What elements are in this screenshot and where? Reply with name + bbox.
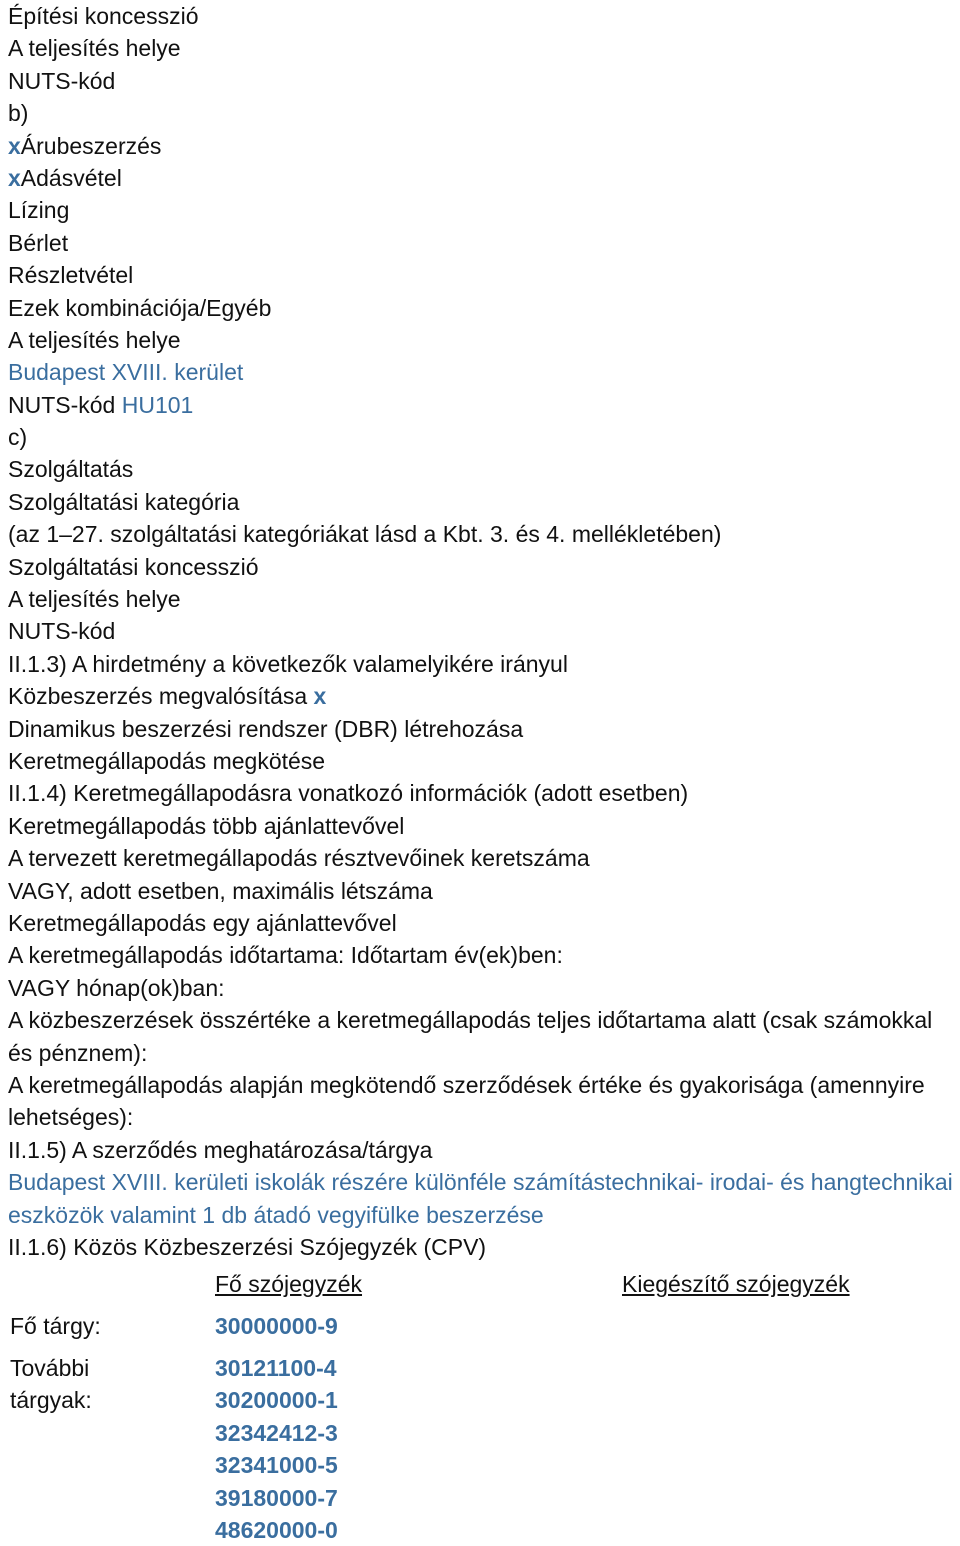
option-line bbox=[8, 130, 958, 162]
cpv-code: 32342412-3 bbox=[215, 1419, 338, 1446]
text-line: Ezek kombinációja/Egyéb bbox=[8, 294, 272, 321]
option-line bbox=[8, 162, 958, 194]
additional-codes-list bbox=[215, 1352, 338, 1546]
cpv-header-supplementary: Kiegészítő szójegyzék bbox=[622, 1271, 850, 1297]
check-mark: x bbox=[8, 132, 21, 159]
text-line: VAGY, adott esetben, maximális létszáma bbox=[8, 877, 433, 904]
text-line: VAGY hónap(ok)ban: bbox=[8, 974, 225, 1001]
document-body bbox=[8, 0, 958, 1263]
text-line: NUTS-kód bbox=[8, 618, 116, 645]
text-line: Szolgáltatás bbox=[8, 456, 134, 483]
main-subject-label: Fő tárgy: bbox=[10, 1313, 101, 1339]
additional-label-line: tárgyak: bbox=[10, 1387, 92, 1414]
filled-value: Budapest XVIII. kerület bbox=[8, 359, 244, 386]
text-line: Keretmegállapodás több ajánlattevővel bbox=[8, 812, 405, 839]
text-line: Részletvétel bbox=[8, 262, 134, 289]
option-label: Árubeszerzés bbox=[20, 132, 162, 159]
cpv-code: 30121100-4 bbox=[215, 1355, 337, 1381]
text-line: A teljesítés helye bbox=[8, 586, 181, 613]
cpv-code-main: 30000000-9 bbox=[215, 1313, 338, 1339]
section-marker: b) bbox=[8, 100, 29, 127]
text-line: Keretmegállapodás megkötése bbox=[8, 747, 326, 774]
text-line: Lízing bbox=[8, 197, 70, 224]
nuts-line bbox=[8, 389, 958, 421]
cpv-code: 30200000-1 bbox=[215, 1387, 338, 1414]
option-label: Adásvétel bbox=[20, 164, 122, 191]
section-heading: II.1.6) Közös Közbeszerzési Szójegyzék (CPV) bbox=[8, 1233, 487, 1260]
check-mark: x bbox=[8, 164, 21, 191]
text-paragraph: A közbeszerzések összértéke a keretmegállapodás teljes időtartama alatt (csak számokkal és pénznem): bbox=[8, 1007, 933, 1066]
section-heading: II.1.3) A hirdetmény a következők valamelyikére irányul bbox=[8, 650, 568, 677]
additional-subjects-label bbox=[10, 1352, 92, 1417]
nuts-value: HU101 bbox=[121, 391, 194, 418]
section-heading: II.1.4) Keretmegállapodásra vonatkozó információk (adott esetben) bbox=[8, 780, 689, 807]
text-line: Építési koncesszió bbox=[8, 3, 199, 29]
section-marker: c) bbox=[8, 424, 28, 451]
cpv-header-main: Fő szójegyzék bbox=[215, 1271, 363, 1297]
text-line: (az 1–27. szolgáltatási kategóriákat lásd a Kbt. 3. és 4. mellékletében) bbox=[8, 521, 722, 548]
text-line: Szolgáltatási koncesszió bbox=[8, 553, 259, 580]
cpv-code: 32341000-5 bbox=[215, 1452, 338, 1479]
text-line: Dinamikus beszerzési rendszer (DBR) létrehozása bbox=[8, 715, 524, 742]
text-line: Bérlet bbox=[8, 229, 69, 256]
contract-subject: Budapest XVIII. kerületi iskolák részére különféle számítástechnikai- irodai- és hangtechnikai eszközök valamint 1 db átadó vegyifülke beszerzése bbox=[8, 1169, 953, 1228]
cpv-code: 48620000-0 bbox=[215, 1517, 338, 1544]
section-heading: II.1.5) A szerződés meghatározása/tárgya bbox=[8, 1136, 433, 1163]
text-line: Szolgáltatási kategória bbox=[8, 488, 240, 515]
text-line: A teljesítés helye bbox=[8, 326, 181, 353]
text-paragraph: A keretmegállapodás alapján megkötendő szerződések értéke és gyakorisága (amennyire lehetséges): bbox=[8, 1071, 925, 1131]
text-line: A teljesítés helye bbox=[8, 35, 181, 62]
main-code-cell bbox=[215, 1310, 338, 1342]
check-mark: x bbox=[313, 683, 327, 710]
text-line: A tervezett keretmegállapodás résztvevőinek keretszáma bbox=[8, 845, 590, 872]
nuts-label: NUTS-kód bbox=[8, 391, 122, 418]
text-line: Keretmegállapodás egy ajánlattevővel bbox=[8, 909, 397, 936]
additional-label-line: További bbox=[10, 1355, 90, 1381]
option-label: Közbeszerzés megvalósítása bbox=[8, 683, 314, 710]
cpv-code: 39180000-7 bbox=[215, 1484, 338, 1511]
text-line: A keretmegállapodás időtartama: Időtartam év(ek)ben: bbox=[8, 942, 563, 969]
text-line: NUTS-kód bbox=[8, 67, 116, 94]
option-line bbox=[8, 680, 958, 712]
